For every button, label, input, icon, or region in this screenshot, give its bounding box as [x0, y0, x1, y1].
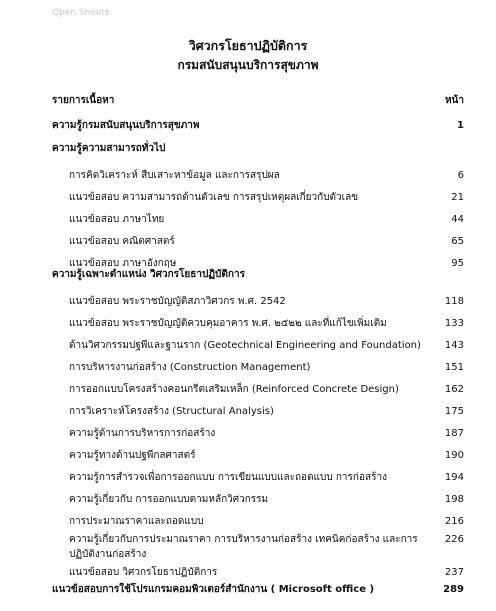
toc-section-heading — [52, 268, 464, 281]
toc-entry-label: แนวข้อสอบ คณิตศาสตร์ — [69, 236, 175, 247]
toc-entry-page: 21 — [451, 192, 464, 203]
table-of-contents — [52, 94, 464, 595]
toc-entry-label: ด้านวิศวกรรมปฐพีและฐานราก (Geotechnical Engineering and Foundation) — [69, 340, 421, 351]
toc-entry[interactable] — [52, 361, 464, 374]
toc-entry-label: แนวข้อสอบ วิศวกรโยธาปฏิบัติการ — [69, 567, 218, 578]
toc-entry-page: 289 — [443, 584, 464, 595]
toc-entry-label: ความรู้เกี่ยวกับ การออกแบบตามหลักวิศวกรรม — [69, 494, 269, 505]
toc-entry-label: การประมาณราคาและถอดแบบ — [69, 516, 204, 527]
toc-entry-page: 143 — [444, 340, 464, 351]
toc-entry-label: การคิดวิเคราะห์ สืบเสาะหาข้อมูล และการสรุปผล — [69, 170, 280, 181]
toc-entry[interactable] — [52, 317, 464, 330]
watermark: Open Sheets — [52, 8, 110, 18]
toc-entry[interactable] — [52, 583, 464, 596]
toc-entry[interactable] — [52, 532, 464, 562]
toc-entry-label: ความรู้ด้านการบริหารการก่อสร้าง — [69, 428, 216, 439]
toc-entry-label: ความรู้ทางด้านปฐพีกลศาสตร์ — [69, 450, 196, 461]
toc-entry[interactable] — [52, 427, 464, 440]
toc-entry-label: แนวข้อสอบ ภาษาอังกฤษ — [69, 258, 177, 269]
toc-entry-page: 175 — [444, 406, 464, 417]
toc-entry[interactable] — [52, 213, 464, 226]
toc-header-label: รายการเนื้อหา — [52, 95, 115, 106]
toc-entry-label: แนวข้อสอบ ภาษาไทย — [69, 214, 165, 225]
toc-entry-page: 190 — [444, 450, 464, 461]
toc-entry[interactable] — [52, 493, 464, 506]
toc-entry[interactable] — [52, 119, 464, 132]
toc-entry-label: การออกแบบโครงสร้างคอนกรีตเสริมเหล็ก (Reinforced Concrete Design) — [69, 384, 399, 395]
toc-entry-page: 162 — [444, 384, 464, 395]
toc-entry-label: แนวข้อสอบการใช้โปรแกรมคอมพิวเตอร์สำนักงาน ( Microsoft office ) — [52, 584, 375, 595]
toc-entry-label: การวิเคราะห์โครงสร้าง (Structural Analysis) — [69, 406, 274, 417]
toc-section-heading — [52, 142, 464, 155]
document-subtitle: กรมสนับสนุนบริการสุขภาพ — [177, 58, 319, 72]
toc-header-page: หน้า — [444, 95, 464, 106]
toc-entry-page: 194 — [444, 472, 464, 483]
toc-entry[interactable] — [52, 566, 464, 579]
toc-entry-page: 1 — [457, 120, 464, 131]
toc-entry-label: แนวข้อสอบ พระราชบัญญัติควบคุมอาคาร พ.ศ. ๒๕๒๒ และที่แก้ไขเพิ่มเติม — [69, 318, 387, 329]
toc-entry-page: 6 — [457, 170, 464, 181]
toc-entry-page: 118 — [444, 296, 464, 307]
toc-entry-page: 226 — [444, 534, 464, 545]
toc-entry-label: ความรู้การสำรวจเพื่อการออกแบบ การเขียนแบบและถอดแบบ การก่อสร้าง — [69, 472, 387, 483]
toc-entry-label: ความรู้เฉพาะตำแหน่ง วิศวกรโยธาปฏิบัติการ — [52, 269, 245, 280]
toc-entry[interactable] — [52, 449, 464, 462]
toc-entry-page: 187 — [444, 428, 464, 439]
toc-entry-page: 198 — [444, 494, 464, 505]
toc-entry[interactable] — [52, 339, 464, 352]
toc-entry-page: 216 — [444, 516, 464, 527]
toc-entry-page: 237 — [444, 567, 464, 578]
toc-entry[interactable] — [52, 191, 464, 204]
toc-entry[interactable] — [52, 405, 464, 418]
toc-entry-label: ความรู้กรมสนับสนุนบริการสุขภาพ — [52, 120, 200, 131]
toc-entry-page: 151 — [444, 362, 464, 373]
toc-entry[interactable] — [52, 169, 464, 182]
toc-entry[interactable] — [52, 235, 464, 248]
toc-entry-label: ความรู้ความสามารถทั่วไป — [52, 143, 166, 154]
toc-entry-label: การบริหารงานก่อสร้าง (Construction Management) — [69, 362, 311, 373]
toc-entry[interactable] — [52, 383, 464, 396]
toc-entry[interactable] — [52, 471, 464, 484]
toc-entry-label: แนวข้อสอบ ความสามารถด้านตัวเลข การสรุปเหตุผลเกี่ยวกับตัวเลข — [69, 192, 359, 203]
toc-header — [52, 94, 464, 107]
toc-entry[interactable] — [52, 295, 464, 308]
toc-entry[interactable] — [52, 515, 464, 528]
toc-entry-page: 44 — [451, 214, 464, 225]
toc-entry-page: 133 — [444, 318, 464, 329]
toc-entry-page: 95 — [451, 258, 464, 269]
toc-entry-label: แนวข้อสอบ พระราชบัญญัติสภาวิศวกร พ.ศ. 2542 — [69, 296, 286, 307]
toc-entry-page: 65 — [451, 236, 464, 247]
document-title: วิศวกรโยธาปฏิบัติการ — [188, 38, 308, 53]
toc-entry-label: ความรู้เกี่ยวกับการประมาณราคา การบริหารงานก่อสร้าง เทคนิคก่อสร้าง และการปฏิบัติงานก่อสร้าง — [69, 534, 418, 560]
